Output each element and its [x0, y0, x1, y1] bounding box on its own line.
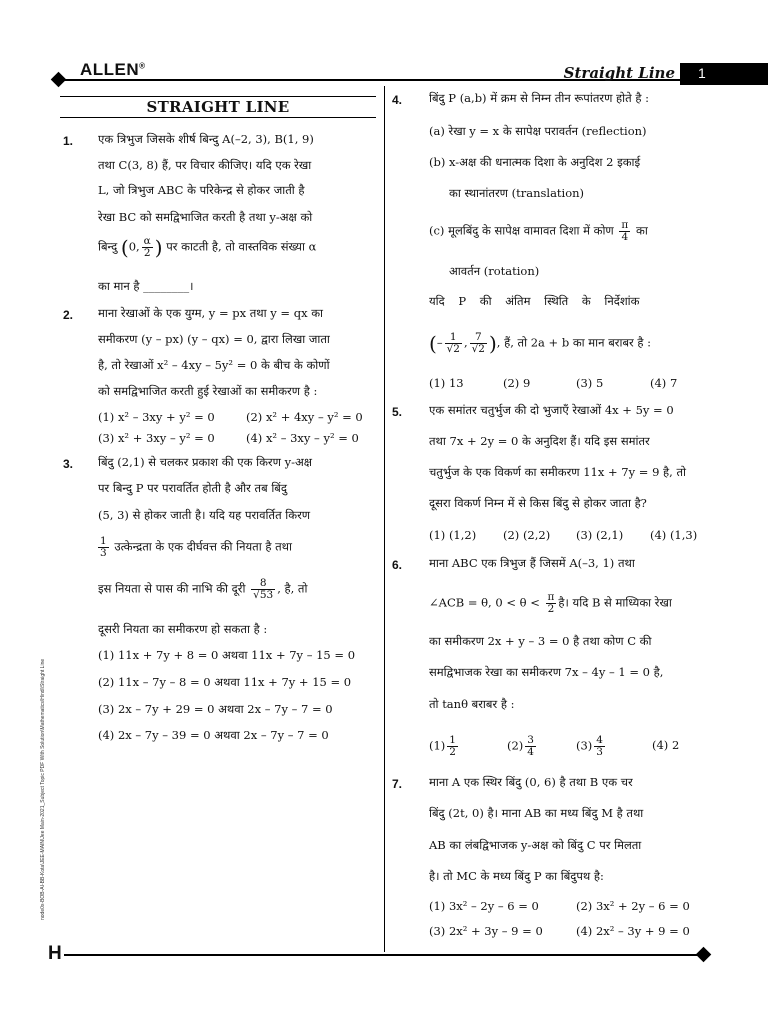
- question-text-line: रेखा BC को समद्विभाजित करती है तथा y-अक्ष को: [98, 210, 313, 224]
- text-span: है। यदि B से माध्यिका रेखा: [558, 595, 672, 610]
- fraction-denominator: √53: [253, 589, 274, 601]
- allen-logo: [80, 60, 146, 80]
- fraction-denominator: √2: [446, 343, 460, 355]
- question-text-line: [98, 578, 307, 601]
- question-number: 4.: [392, 93, 403, 107]
- fraction-numerator: 1: [445, 332, 462, 344]
- option-2[interactable]: (2) 11x – 7y – 8 = 0 अथवा 11x + 7y + 15 = 0: [98, 675, 352, 689]
- logo-text: ALLEN: [80, 60, 140, 79]
- option-label: (2): [507, 738, 524, 753]
- option-4[interactable]: (4) 2x – 7y – 39 = 0 अथवा 2x – 7y – 7 = 0: [98, 728, 329, 742]
- question-number: 1.: [63, 134, 74, 148]
- question-text-line: का स्थानांतरण (translation): [449, 186, 585, 200]
- text-span: , है, तो: [277, 581, 308, 596]
- fraction-numerator: π: [621, 219, 629, 231]
- question-number: 5.: [392, 405, 403, 419]
- text-span: पर काटती है, तो वास्तविक संख्या α: [166, 239, 317, 254]
- question-number: 6.: [392, 558, 403, 572]
- question-number: 3.: [63, 457, 74, 471]
- fraction-numerator: 4: [596, 734, 603, 746]
- fraction-denominator: 2: [143, 247, 151, 259]
- option-1[interactable]: (1) (1,2): [429, 528, 477, 542]
- question-text-line: दूसरी नियता का समीकरण हो सकता है :: [98, 622, 268, 636]
- option-4[interactable]: (4) (1,3): [650, 528, 698, 542]
- question-text-line: तो tanθ बराबर है :: [429, 697, 515, 711]
- question-text-line: आवर्तन (rotation): [449, 264, 540, 278]
- question-text-line: एक समांतर चतुर्भुज की दो भुजाएँ रेखाओं 4x + 5y = 0: [429, 403, 674, 417]
- fraction: [445, 332, 462, 355]
- fraction-denominator: 2: [547, 603, 555, 615]
- fraction-denominator: 2: [449, 746, 456, 758]
- option-1[interactable]: (1) x² – 3xy + y² = 0: [98, 410, 215, 424]
- question-text-line: बिंदु (2t, 0) है। माना AB का मध्य बिंदु M है तथा: [429, 806, 644, 820]
- question-text-line: तथा C(3, 8) हैं, पर विचार कीजिए। यदि एक रेखा: [98, 158, 312, 172]
- option-4[interactable]: (4) x² – 3xy – y² = 0: [246, 431, 359, 445]
- footer-letter: H: [48, 943, 62, 964]
- text-span: इस नियता से पास की नाभि की दूरी: [98, 581, 246, 596]
- page-number-box: [680, 63, 768, 85]
- question-number: 7.: [392, 777, 403, 791]
- text-span: , हैं, तो 2a + b का मान बराबर है :: [496, 335, 652, 350]
- fraction: [525, 735, 536, 758]
- question-text-line: को समद्विभाजित करती हुई रेखाओं का समीकरण है :: [98, 384, 318, 398]
- question-text-line: बिंदु (2,1) से चलकर प्रकाश की एक किरण y-अक्ष: [98, 455, 312, 469]
- question-text-line: एक त्रिभुज जिसके शीर्ष बिन्दु A(–2, 3), B(1, 9): [98, 132, 314, 146]
- fraction-denominator: 3: [100, 547, 107, 559]
- question-text-line: का समीकरण 2x + y – 3 = 0 है तथा कोण C की: [429, 634, 652, 648]
- question-text-line: माना A एक स्थिर बिंदु (0, 6) है तथा B एक चर: [429, 775, 633, 789]
- option-3[interactable]: (3) x² + 3xy – y² = 0: [98, 431, 215, 445]
- fraction: [619, 220, 630, 243]
- paren-open: (: [429, 331, 437, 356]
- minus-sign: –: [436, 335, 443, 350]
- question-text-line: L, जो त्रिभुज ABC के परिकेन्द्र से होकर जाती है: [98, 183, 305, 197]
- fraction-denominator: 3: [596, 746, 603, 758]
- option-3[interactable]: [576, 735, 607, 758]
- question-text-line: [429, 220, 648, 243]
- option-4[interactable]: (4) 2: [652, 738, 680, 752]
- question-text-line: (– $\frac{1}{√2}$ , $\frac{7}{√2}$ ), हैं, तो 2a + b का मान बराबर है :: [429, 331, 652, 356]
- fraction: [546, 592, 557, 615]
- question-text-line: समीकरण (y – px) (y – qx) = 0, द्वारा लिखा जाता: [98, 332, 330, 346]
- question-text-line: है। तो MC के मध्य बिंदु P का बिंदुपथ है:: [429, 869, 604, 883]
- fraction-denominator: 4: [527, 746, 534, 758]
- fraction-numerator: 8: [251, 578, 275, 590]
- option-label: (3): [576, 738, 593, 753]
- question-text-line: है, तो रेखाओं x² – 4xy – 5y² = 0 के बीच के कोणों: [98, 358, 330, 372]
- option-3[interactable]: (3) 5: [576, 376, 604, 390]
- fraction: [470, 332, 487, 355]
- chapter-title: Straight Line: [563, 64, 675, 82]
- fraction: [251, 578, 275, 601]
- option-2[interactable]: (2) (2,2): [503, 528, 551, 542]
- option-4[interactable]: (4) 2x² – 3y + 9 = 0: [576, 924, 690, 938]
- question-text-line: समद्विभाजक रेखा का समीकरण 7x – 4y – 1 = 0 है,: [429, 665, 664, 679]
- option-2[interactable]: (2) 9: [503, 376, 531, 390]
- paren-close: ): [154, 235, 163, 260]
- question-text-line: माना ABC एक त्रिभुज हैं जिसमें A(–3, 1) तथा: [429, 556, 635, 570]
- side-file-path-text: node0x-BOB-AI-BB-Kota\JEE-MAIN\Jee Main-2021_Subject Topic PDF With Solution\Mathematics\Hindi\Straight Line: [40, 658, 46, 920]
- question-number: 2.: [63, 308, 74, 322]
- point-coord: 0,: [128, 239, 140, 254]
- option-label: (1): [429, 738, 446, 753]
- page-number: 1: [698, 65, 706, 81]
- option-2[interactable]: (2) 3x² + 2y – 6 = 0: [576, 899, 690, 913]
- section-title-text: STRAIGHT LINE: [146, 98, 290, 116]
- question-text-line: [98, 236, 316, 259]
- text-span: का: [635, 223, 648, 238]
- text-span: उत्केन्द्रता के एक दीर्घवत्त की नियता है तथा: [114, 539, 292, 554]
- question-text-line: का मान है ________।: [98, 279, 194, 293]
- fraction-numerator: α: [143, 235, 151, 247]
- fraction: [98, 536, 109, 559]
- text-span: (c) मूलबिंदु के सापेक्ष वामावत दिशा में कोण: [429, 223, 614, 238]
- footer-diamond-icon: [696, 947, 712, 963]
- fraction-numerator: π: [547, 591, 555, 603]
- option-3[interactable]: (3) (2,1): [576, 528, 624, 542]
- question-text-line: (a) रेखा y = x के सापेक्ष परावर्तन (reflection): [429, 124, 647, 138]
- option-3[interactable]: (3) 2x – 7y + 29 = 0 अथवा 2x – 7y – 7 = 0: [98, 702, 333, 716]
- fraction-numerator: 1: [449, 734, 456, 746]
- section-title: [60, 96, 376, 118]
- question-text-line: यदि P की अंतिम स्थिति के निर्देशांक: [429, 294, 640, 308]
- option-2[interactable]: [507, 735, 538, 758]
- fraction: [447, 735, 458, 758]
- fraction-numerator: 1: [100, 535, 107, 547]
- question-text-line: माना रेखाओं के एक युग्म, y = px तथा y = qx का: [98, 306, 324, 320]
- text-span: बिन्दु: [98, 239, 118, 254]
- question-text-line: (5, 3) से होकर जाती है। यदि यह परावर्तित किरण: [98, 508, 311, 522]
- question-text-line: दूसरा विकर्ण निम्न में से किस बिंदु से होकर जाता है?: [429, 496, 647, 510]
- option-1[interactable]: [429, 735, 460, 758]
- question-text-line: बिंदु P (a,b) में क्रम से निम्न तीन रूपांतरण होते है :: [429, 91, 649, 105]
- option-3[interactable]: (3) 2x² + 3y – 9 = 0: [429, 924, 543, 938]
- paren-open: (: [120, 235, 129, 260]
- question-text-line: [98, 536, 292, 559]
- paren-close: ): [488, 331, 497, 356]
- question-text-line: तथा 7x + 2y = 0 के अनुदिश हैं। यदि इस समांतर: [429, 434, 650, 448]
- question-text-line: (b) x-अक्ष की धनात्मक दिशा के अनुदिश 2 इकाई: [429, 155, 641, 169]
- fraction-denominator: √2: [471, 343, 485, 355]
- question-text-line: AB का लंबद्विभाजक y-अक्ष को बिंदु C पर मिलता: [429, 838, 642, 852]
- fraction-numerator: 3: [527, 734, 534, 746]
- fraction-denominator: 4: [621, 231, 629, 243]
- column-divider: [384, 86, 385, 952]
- text-span: ∠ACB = θ, 0 < θ <: [429, 595, 540, 610]
- question-text-line: चतुर्भुज के एक विकर्ण का समीकरण 11x + 7y = 9 है, तो: [429, 465, 686, 479]
- option-1[interactable]: (1) 3x² – 2y – 6 = 0: [429, 899, 539, 913]
- option-1[interactable]: (1) 11x + 7y + 8 = 0 अथवा 11x + 7y – 15 = 0: [98, 648, 356, 662]
- footer-rule: [64, 954, 704, 956]
- side-file-path: [40, 620, 52, 920]
- logo-registered-mark: ®: [139, 61, 146, 71]
- question-text-line: [429, 592, 672, 615]
- fraction-numerator: 7: [470, 332, 487, 344]
- fraction: [594, 735, 605, 758]
- option-2[interactable]: (2) x² + 4xy – y² = 0: [246, 410, 363, 424]
- option-4[interactable]: (4) 7: [650, 376, 678, 390]
- question-text-line: पर बिन्दु P पर परावर्तित होती है और तब बिंदु: [98, 481, 287, 495]
- fraction: [142, 236, 153, 259]
- option-1[interactable]: (1) 13: [429, 376, 464, 390]
